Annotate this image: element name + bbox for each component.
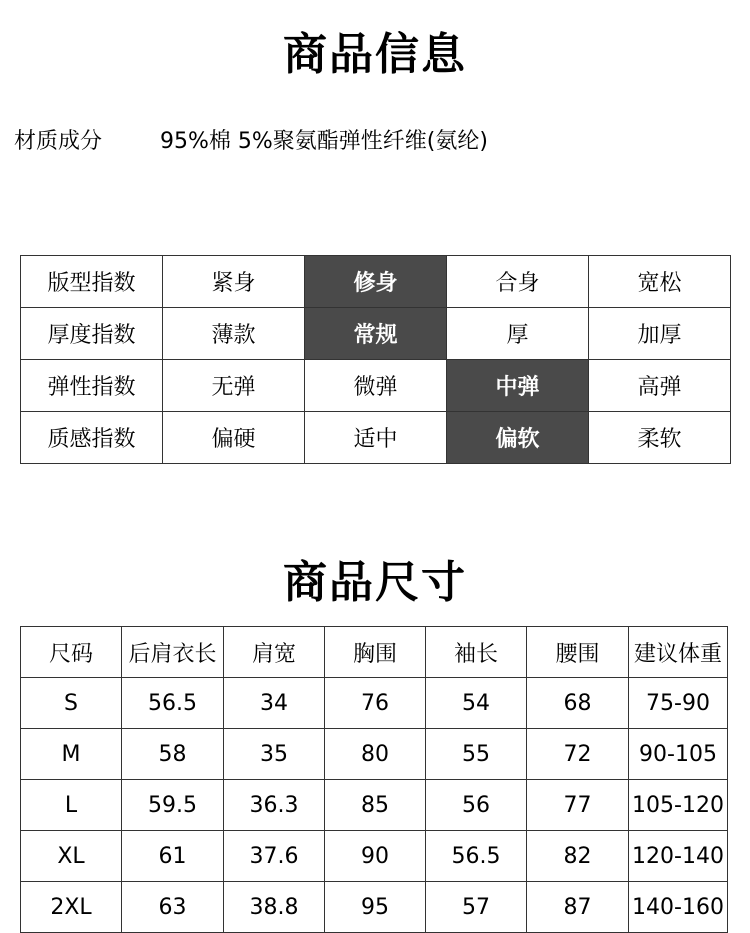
size-value-cell: 90 <box>325 831 426 882</box>
size-value-cell: 80 <box>325 729 426 780</box>
material-value: 95%棉 5%聚氨酯弹性纤维(氨纶) <box>160 129 488 154</box>
table-row <box>21 882 728 933</box>
size-value-cell: 77 <box>527 780 629 831</box>
index-option: 偏硬 <box>163 412 305 464</box>
index-option: 紧身 <box>163 256 305 308</box>
index-option-selected: 偏软 <box>447 412 589 464</box>
table-row <box>21 780 728 831</box>
material-composition <box>14 124 488 155</box>
size-column-header: 胸围 <box>325 627 426 678</box>
size-column-header: 后肩衣长 <box>122 627 224 678</box>
index-option: 宽松 <box>589 256 731 308</box>
product-size-title: 商品尺寸 <box>283 557 467 608</box>
size-header-row <box>21 627 728 678</box>
index-option-selected: 常规 <box>305 308 447 360</box>
table-row <box>21 678 728 729</box>
table-row <box>21 831 728 882</box>
size-label-cell: S <box>21 678 122 729</box>
size-value-cell: 59.5 <box>122 780 224 831</box>
size-value-cell: 56.5 <box>122 678 224 729</box>
size-column-header: 肩宽 <box>224 627 325 678</box>
size-value-cell: 68 <box>527 678 629 729</box>
size-value-cell: 87 <box>527 882 629 933</box>
index-option: 合身 <box>447 256 589 308</box>
size-value-cell: 56.5 <box>426 831 527 882</box>
size-value-cell: 72 <box>527 729 629 780</box>
index-option: 厚 <box>447 308 589 360</box>
index-option: 微弹 <box>305 360 447 412</box>
size-value-cell: 120-140 <box>629 831 728 882</box>
size-value-cell: 57 <box>426 882 527 933</box>
size-value-cell: 35 <box>224 729 325 780</box>
index-row <box>21 360 731 412</box>
index-row <box>21 412 731 464</box>
product-index-table <box>20 255 731 464</box>
size-value-cell: 140-160 <box>629 882 728 933</box>
index-row-label: 厚度指数 <box>21 308 163 360</box>
size-value-cell: 38.8 <box>224 882 325 933</box>
index-option: 无弹 <box>163 360 305 412</box>
size-value-cell: 90-105 <box>629 729 728 780</box>
size-value-cell: 54 <box>426 678 527 729</box>
size-value-cell: 95 <box>325 882 426 933</box>
size-label-cell: L <box>21 780 122 831</box>
size-column-header: 袖长 <box>426 627 527 678</box>
index-option: 适中 <box>305 412 447 464</box>
size-value-cell: 61 <box>122 831 224 882</box>
size-column-header: 尺码 <box>21 627 122 678</box>
index-option: 柔软 <box>589 412 731 464</box>
size-column-header: 建议体重 <box>629 627 728 678</box>
size-value-cell: 75-90 <box>629 678 728 729</box>
size-label-cell: 2XL <box>21 882 122 933</box>
size-value-cell: 36.3 <box>224 780 325 831</box>
index-row <box>21 308 731 360</box>
size-value-cell: 82 <box>527 831 629 882</box>
index-option: 高弹 <box>589 360 731 412</box>
index-row-label: 版型指数 <box>21 256 163 308</box>
material-label: 材质成分 <box>14 129 103 154</box>
size-value-cell: 105-120 <box>629 780 728 831</box>
index-row-label: 弹性指数 <box>21 360 163 412</box>
index-option-selected: 修身 <box>305 256 447 308</box>
size-label-cell: M <box>21 729 122 780</box>
size-chart-table <box>20 626 728 933</box>
table-row <box>21 729 728 780</box>
size-column-header: 腰围 <box>527 627 629 678</box>
index-option: 薄款 <box>163 308 305 360</box>
size-value-cell: 58 <box>122 729 224 780</box>
size-label-cell: XL <box>21 831 122 882</box>
size-value-cell: 85 <box>325 780 426 831</box>
index-row <box>21 256 731 308</box>
size-value-cell: 76 <box>325 678 426 729</box>
product-info-title: 商品信息 <box>283 29 467 80</box>
index-option-selected: 中弹 <box>447 360 589 412</box>
size-value-cell: 37.6 <box>224 831 325 882</box>
size-value-cell: 56 <box>426 780 527 831</box>
index-option: 加厚 <box>589 308 731 360</box>
size-value-cell: 55 <box>426 729 527 780</box>
index-row-label: 质感指数 <box>21 412 163 464</box>
size-value-cell: 63 <box>122 882 224 933</box>
size-value-cell: 34 <box>224 678 325 729</box>
